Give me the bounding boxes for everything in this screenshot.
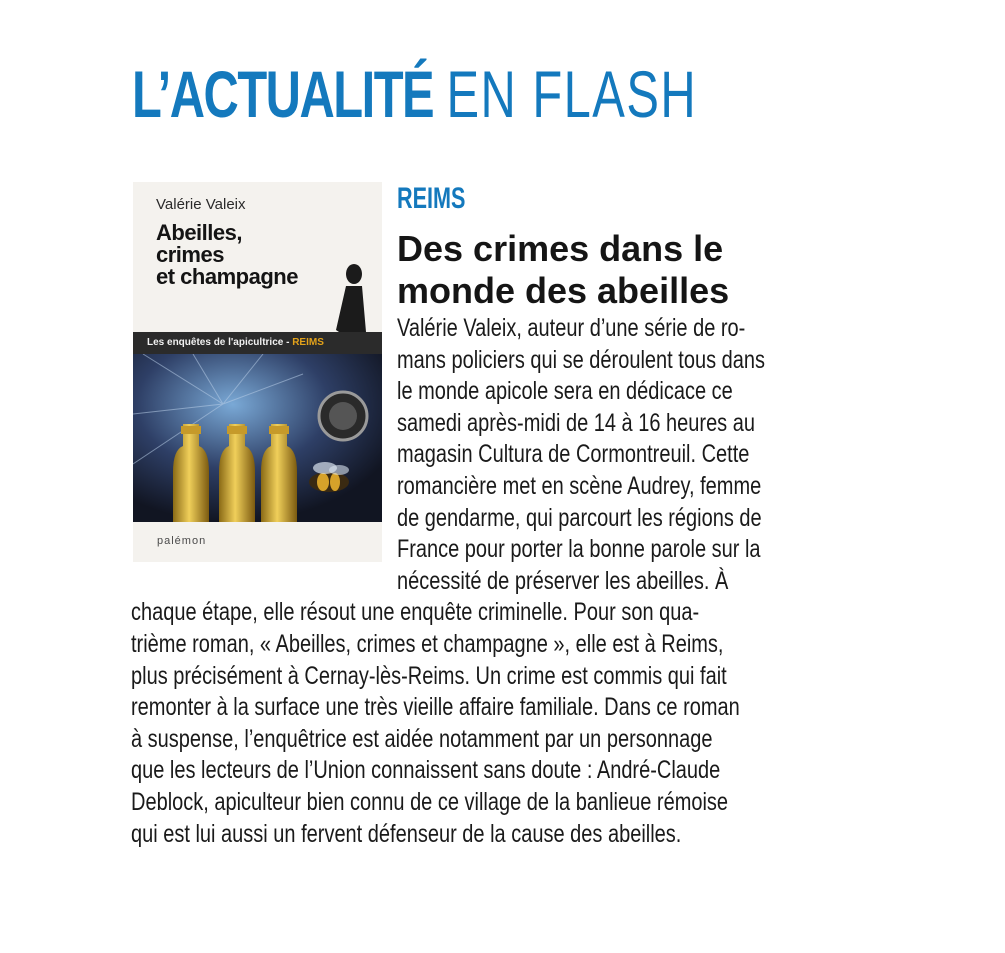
- body-line: chaque étape, elle résout une enquête criminelle. Pour son qua-: [131, 598, 700, 627]
- body-line: remonter à la surface une très vieille affaire familiale. Dans ce roman: [131, 693, 740, 722]
- body-line: romancière met en scène Audrey, femme: [397, 471, 762, 500]
- body-line: le monde apicole sera en dédicace ce: [397, 377, 733, 406]
- body-line: magasin Cultura de Cormontreuil. Cette: [397, 440, 750, 469]
- cover-series-prefix: Les enquêtes de l'apicultrice -: [147, 337, 293, 348]
- body-line: France pour porter la bonne parole sur la: [397, 535, 761, 564]
- body-line: plus précisément à Cernay-lès-Reims. Un crime est commis qui fait: [131, 661, 727, 690]
- cover-author: Valérie Valeix: [156, 196, 246, 213]
- cover-title-line: et champagne: [156, 264, 298, 289]
- body-line: mans policiers qui se déroulent tous dans: [397, 345, 765, 374]
- body-line: Valérie Valeix, auteur d’une série de ro-: [397, 314, 746, 342]
- body-line: Deblock, apiculteur bien connu de ce village de la banlieue rémoise: [131, 787, 729, 816]
- article-kicker: REIMS: [397, 182, 466, 215]
- body-line: de gendarme, qui parcourt les régions de: [397, 503, 762, 532]
- body-line: que les lecteurs de l’Union connaissent sans doute : André-Claude: [131, 756, 721, 785]
- section-masthead: [132, 58, 697, 130]
- headline-line: monde des abeilles: [397, 270, 730, 311]
- body-line: samedi après-midi de 14 à 16 heures au: [397, 408, 755, 437]
- body-line: qui est lui aussi un fervent défenseur de la cause des abeilles.: [131, 819, 682, 848]
- body-line: nécessité de préserver les abeilles. À: [397, 566, 729, 595]
- headline-line: Des crimes dans le: [397, 228, 724, 269]
- article-headline: [397, 228, 817, 312]
- body-line: à suspense, l’enquêtrice est aidée notamment par un personnage: [131, 724, 713, 753]
- cover-title-line: crimes: [156, 242, 224, 267]
- cover-series-city: REIMS: [292, 337, 324, 348]
- body-line: trième roman, « Abeilles, crimes et champagne », elle est à Reims,: [131, 629, 724, 658]
- article-body: [131, 313, 892, 850]
- masthead-bold: L’ACTUALITÉ: [132, 57, 434, 131]
- cover-title-line: Abeilles,: [156, 220, 242, 245]
- cover-title: [156, 222, 298, 288]
- masthead-light: EN FLASH: [446, 57, 698, 131]
- cover-publisher: palémon: [157, 535, 207, 547]
